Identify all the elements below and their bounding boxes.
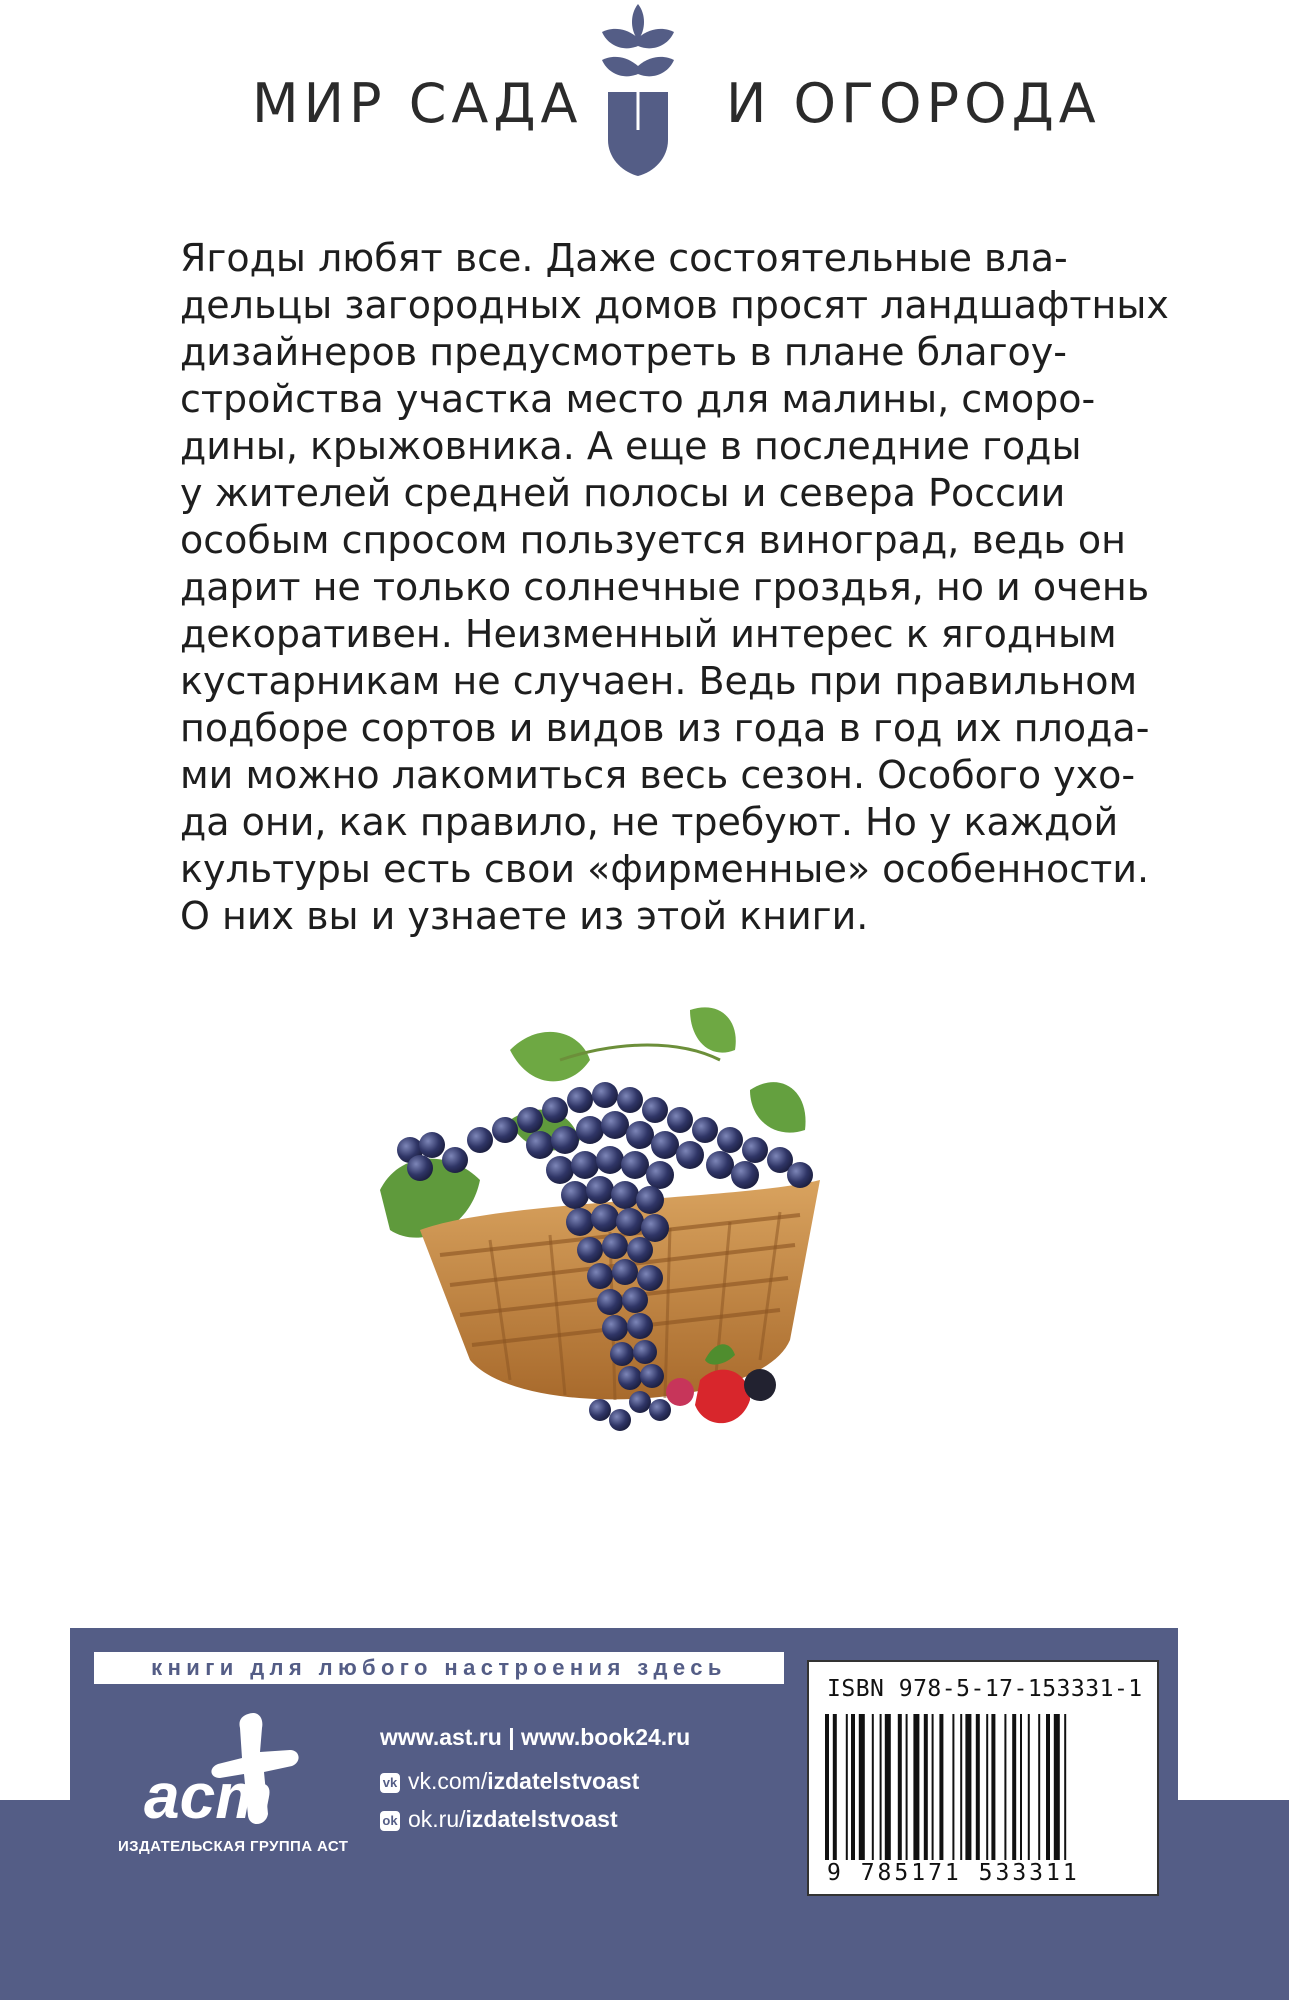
barcode-stripe: [965, 1714, 971, 1860]
annotation-line: подборе сортов и видов из года в год их плода-: [180, 706, 1150, 750]
website-links[interactable]: www.ast.ru | www.book24.ru: [380, 1724, 691, 1750]
barcode-stripe: [960, 1714, 962, 1860]
barcode-stripe: [1038, 1714, 1040, 1860]
annotation-line: у жителей средней полосы и севера России: [180, 471, 1066, 515]
publisher-panel: [70, 1628, 1178, 2000]
vk-handle: izdatelstvoast: [487, 1768, 640, 1794]
barcode-stripe: [939, 1714, 943, 1860]
barcode-stripe: [846, 1714, 848, 1860]
barcode-icon: [823, 1714, 1143, 1860]
ok-link[interactable]: [380, 1800, 690, 1838]
barcode-stripe: [1054, 1714, 1060, 1860]
annotation-line: дарит не только солнечные гроздья, но и очень: [180, 565, 1150, 609]
barcode-stripe: [880, 1714, 882, 1860]
series-header: [0, 0, 1289, 200]
annotation-line: Ягоды любят все. Даже состоятельные вла-: [180, 236, 1068, 280]
isbn-barcode: [807, 1660, 1159, 1896]
barcode-stripe: [833, 1714, 837, 1860]
barcode-stripe: [932, 1714, 934, 1860]
barcode-stripe: [924, 1714, 928, 1860]
annotation-line: декоративен. Неизменный интерес к ягодным: [180, 612, 1117, 656]
barcode-stripe: [986, 1714, 988, 1860]
slogan-bar: книги для любого настроения здесь: [94, 1652, 784, 1684]
barcode-stripe: [913, 1714, 919, 1860]
barcode-stripe: [976, 1714, 980, 1860]
annotation-line: стройства участка место для малины, сморо-: [180, 377, 1096, 421]
series-title-left: МИР САДА: [252, 72, 583, 135]
annotation-line: О них вы и узнаете из этой книги.: [180, 894, 869, 938]
isbn-number: ISBN 978-5-17-153331-1: [827, 1676, 1143, 1702]
annotation-line: да они, как правило, не требуют. Но у каждой: [180, 800, 1119, 844]
barcode-stripe: [952, 1714, 954, 1860]
series-title-right: И ОГОРОДА: [726, 72, 1101, 135]
barcode-stripe: [1004, 1714, 1006, 1860]
barcode-stripe: [1028, 1714, 1030, 1860]
barcode-stripe: [898, 1714, 902, 1860]
ok-prefix: ok.ru/: [408, 1806, 466, 1832]
annotation-line: дизайнеров предусмотреть в плане благоу-: [180, 330, 1068, 374]
grape-basket-illustration: [360, 1000, 850, 1500]
publisher-links: [380, 1718, 690, 1838]
annotation-line: кустарникам не случаен. Ведь при правильном: [180, 659, 1138, 703]
ast-logo: [140, 1706, 320, 1836]
barcode-stripe: [872, 1714, 874, 1860]
vk-prefix: vk.com/: [408, 1768, 488, 1794]
barcode-stripe: [885, 1714, 891, 1860]
ok-icon: ok: [380, 1811, 400, 1831]
barcode-stripe: [1020, 1714, 1022, 1860]
wheat-spade-icon: [598, 0, 678, 180]
barcode-stripe: [1046, 1714, 1050, 1860]
barcode-stripe: [1064, 1714, 1066, 1860]
vk-link[interactable]: [380, 1762, 690, 1800]
annotation-text: [180, 235, 1169, 940]
annotation-line: ми можно лакомиться весь сезон. Особого ухо-: [180, 753, 1136, 797]
annotation-line: культуры есть свои «фирменные» особенности.: [180, 847, 1150, 891]
barcode-stripe: [825, 1714, 829, 1860]
vk-icon: vk: [380, 1773, 400, 1793]
annotation-line: дины, крыжовника. А еще в последние годы: [180, 424, 1082, 468]
ast-logo-text: аст: [144, 1760, 273, 1832]
barcode-stripe: [851, 1714, 855, 1860]
annotation-line: особым спросом пользуется виноград, ведь он: [180, 518, 1126, 562]
barcode-stripe: [859, 1714, 865, 1860]
barcode-digits: 9 785171 533311: [827, 1860, 1080, 1886]
ok-handle: izdatelstvoast: [465, 1806, 618, 1832]
barcode-stripe: [906, 1714, 908, 1860]
barcode-stripe: [991, 1714, 995, 1860]
annotation-line: дельцы загородных домов просят ландшафтных: [180, 283, 1169, 327]
barcode-stripe: [1012, 1714, 1016, 1860]
publisher-caption: ИЗДАТЕЛЬСКАЯ ГРУППА АСТ: [118, 1838, 349, 1855]
